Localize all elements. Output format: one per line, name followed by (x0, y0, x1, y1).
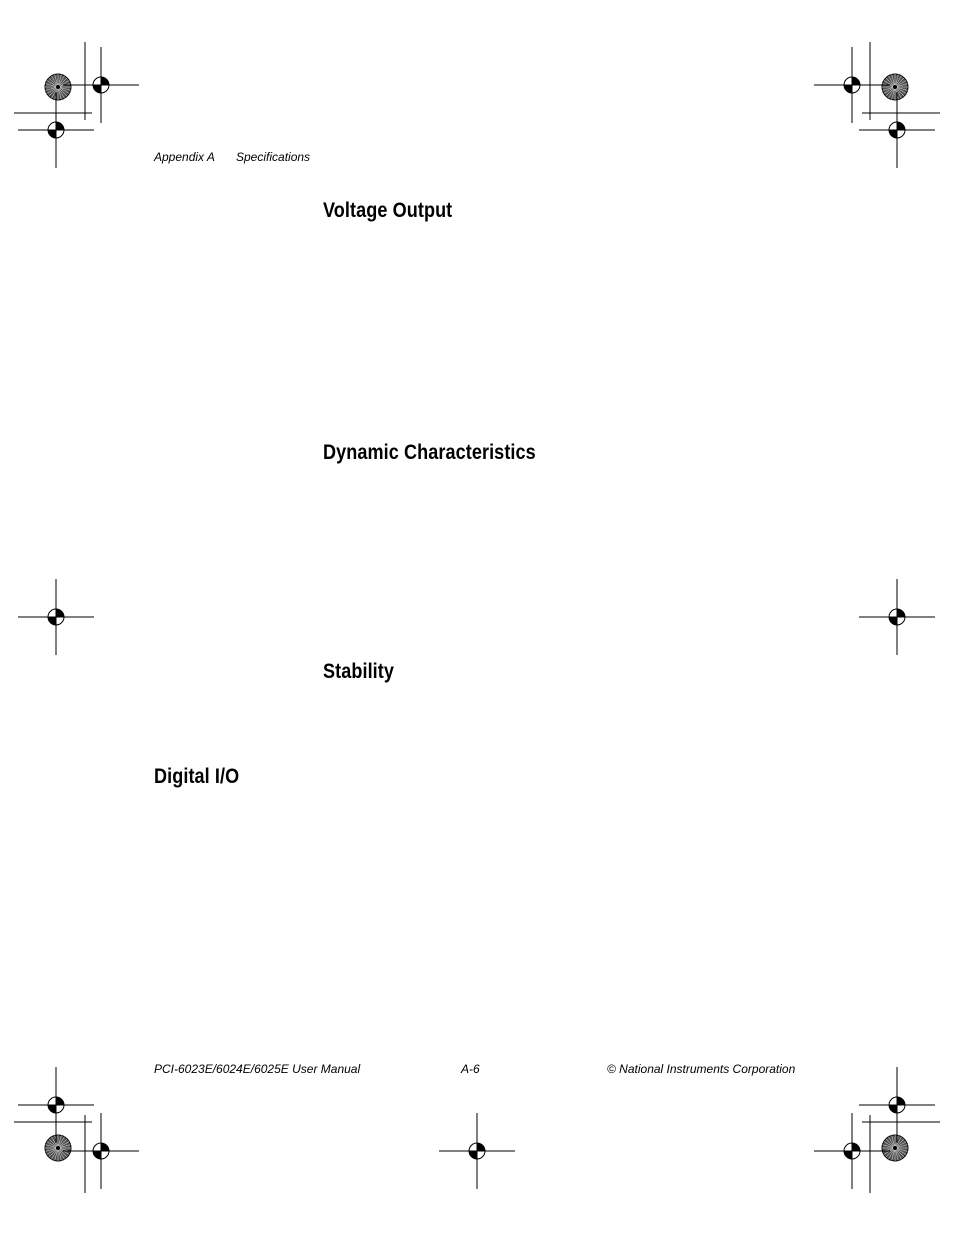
heading-digital-io: Digital I/O (154, 765, 240, 788)
heading-stability: Stability (323, 660, 395, 683)
registration-crosshair-icon (859, 579, 935, 655)
header-chapter: Specifications (236, 150, 311, 164)
registration-crosshair-icon (439, 1113, 515, 1189)
footer-copyright: © National Instruments Corporation (607, 1062, 796, 1076)
registration-crosshair-icon (18, 92, 94, 168)
footer-page-number: A-6 (461, 1062, 480, 1076)
registration-wheel-icon (882, 1135, 908, 1161)
footer-manual-title: PCI-6023E/6024E/6025E User Manual (154, 1062, 361, 1076)
registration-crosshair-icon (18, 579, 94, 655)
registration-crosshair-icon (63, 47, 139, 123)
registration-wheel-icon (882, 74, 908, 100)
registration-crosshair-icon (18, 1067, 94, 1143)
heading-dynamic-characteristics: Dynamic Characteristics (323, 441, 536, 464)
registration-crosshair-icon (814, 1113, 890, 1189)
registration-wheel-icon (45, 1135, 71, 1161)
heading-voltage-output: Voltage Output (323, 199, 453, 222)
registration-crosshair-icon (814, 47, 890, 123)
registration-crosshair-icon (63, 1113, 139, 1189)
header-appendix: Appendix A (154, 150, 215, 164)
registration-wheel-icon (45, 74, 71, 100)
